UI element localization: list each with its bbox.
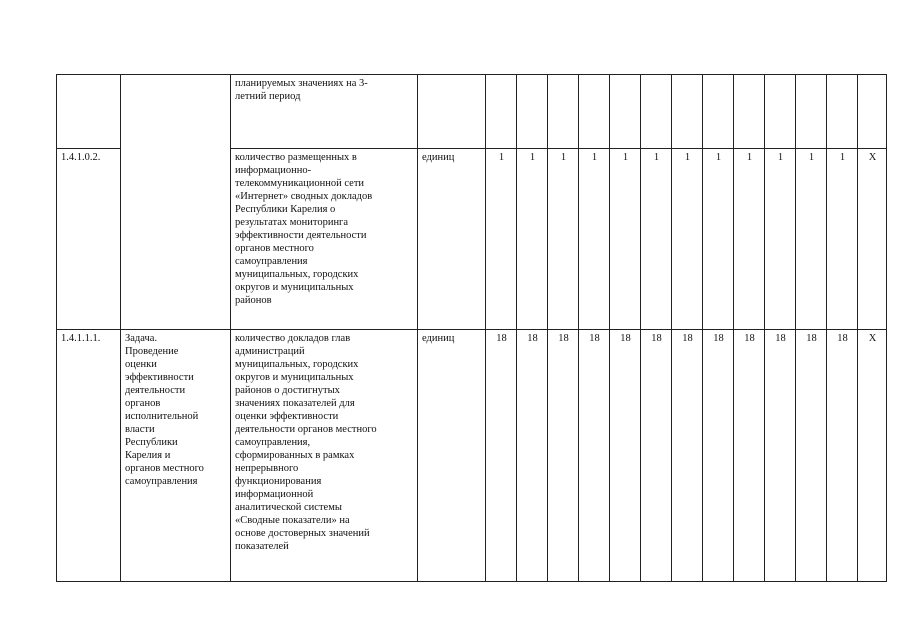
text-line: администраций: [235, 346, 305, 357]
value-cell: 1: [641, 149, 672, 330]
task-cell-empty: [121, 75, 231, 330]
text-line: муниципальных, городских: [235, 359, 359, 370]
text-line: показателей: [235, 541, 289, 552]
unit-cell: [418, 75, 486, 149]
text-line: информационно-: [235, 165, 312, 176]
text-line: районов: [235, 295, 272, 306]
text-line: исполнительной: [125, 411, 199, 422]
table-row-2: [57, 330, 887, 582]
text-line: телекоммуникационной сети: [235, 178, 365, 189]
text-line: информационной: [235, 489, 314, 500]
text-line: количество докладов глав: [235, 333, 351, 344]
value-cell: 1: [827, 149, 858, 330]
text-line: «Сводные показатели» на: [235, 515, 350, 526]
text-line: власти: [125, 424, 155, 435]
text-line: районов о достигнутых: [235, 385, 340, 396]
text-line: сформированных в рамках: [235, 450, 355, 461]
value-cell: 1: [610, 149, 641, 330]
text-line: Проведение: [125, 346, 179, 357]
value-cell: 18: [517, 330, 548, 582]
text-line: Задача.: [125, 333, 158, 344]
task-cell: [121, 330, 231, 582]
value-cell: 18: [641, 330, 672, 582]
value-cell: 18: [827, 330, 858, 582]
table-row-top: [57, 75, 887, 149]
unit-cell: единиц: [418, 149, 486, 330]
value-cell: 18: [703, 330, 734, 582]
text-line: оценки эффективности: [235, 411, 339, 422]
text-line: летний период: [235, 91, 301, 102]
code-cell: 1.4.1.0.2.: [57, 149, 121, 330]
indicator-cell: [231, 330, 418, 582]
text-line: оценки: [125, 359, 157, 370]
value-cell: 18: [548, 330, 579, 582]
value-cell: 1: [703, 149, 734, 330]
value-cell: 18: [579, 330, 610, 582]
value-cell: [858, 75, 887, 149]
indicator-cell: [231, 149, 418, 330]
value-cell: 1: [796, 149, 827, 330]
text-line: непрерывного: [235, 463, 299, 474]
value-cell: 1: [734, 149, 765, 330]
value-cell: 1: [672, 149, 703, 330]
text-line: Республики: [125, 437, 178, 448]
text-line: эффективности: [125, 372, 194, 383]
value-cell: [734, 75, 765, 149]
value-cell: [486, 75, 517, 149]
text-line: самоуправления: [235, 256, 308, 267]
text-line: округов и муниципальных: [235, 372, 354, 383]
value-cell-x: Х: [858, 330, 887, 582]
value-cell: 1: [517, 149, 548, 330]
value-cell: [610, 75, 641, 149]
text-line: органов: [125, 398, 161, 409]
text-line: планируемых значениях на 3-: [235, 78, 368, 89]
text-line: Республики Карелия о: [235, 204, 336, 215]
text-line: значениях показателей для: [235, 398, 355, 409]
value-cell: [703, 75, 734, 149]
value-cell: [641, 75, 672, 149]
text-line: Карелия и: [125, 450, 171, 461]
value-cell: 18: [734, 330, 765, 582]
text-line: функционирования: [235, 476, 322, 487]
text-line: деятельности органов местного: [235, 424, 377, 435]
value-cell: 1: [579, 149, 610, 330]
value-cell: [579, 75, 610, 149]
value-cell: 1: [486, 149, 517, 330]
text-line: деятельности: [125, 385, 186, 396]
text-line: муниципальных, городских: [235, 269, 359, 280]
value-cell: 18: [610, 330, 641, 582]
indicator-table: [56, 74, 887, 582]
value-cell: 18: [486, 330, 517, 582]
value-cell: [765, 75, 796, 149]
indicator-cell: [231, 75, 418, 149]
text-line: «Интернет» сводных докладов: [235, 191, 373, 202]
value-cell: [517, 75, 548, 149]
value-cell: 18: [796, 330, 827, 582]
unit-cell: единиц: [418, 330, 486, 582]
text-line: количество размещенных в: [235, 152, 357, 163]
text-line: самоуправления,: [235, 437, 311, 448]
value-cell: [827, 75, 858, 149]
code-cell: 1.4.1.1.1.: [57, 330, 121, 582]
value-cell: 1: [548, 149, 579, 330]
value-cell: [796, 75, 827, 149]
value-cell: 18: [765, 330, 796, 582]
text-line: органов местного: [235, 243, 314, 254]
value-cell-x: Х: [858, 149, 887, 330]
text-line: эффективности деятельности: [235, 230, 367, 241]
text-line: основе достоверных значений: [235, 528, 370, 539]
value-cell: 18: [672, 330, 703, 582]
value-cell: 1: [765, 149, 796, 330]
text-line: округов и муниципальных: [235, 282, 354, 293]
value-cell: [548, 75, 579, 149]
text-line: органов местного: [125, 463, 204, 474]
value-cell: [672, 75, 703, 149]
text-line: результатах мониторинга: [235, 217, 349, 228]
text-line: самоуправления: [125, 476, 198, 487]
text-line: аналитической системы: [235, 502, 342, 513]
code-cell: [57, 75, 121, 149]
